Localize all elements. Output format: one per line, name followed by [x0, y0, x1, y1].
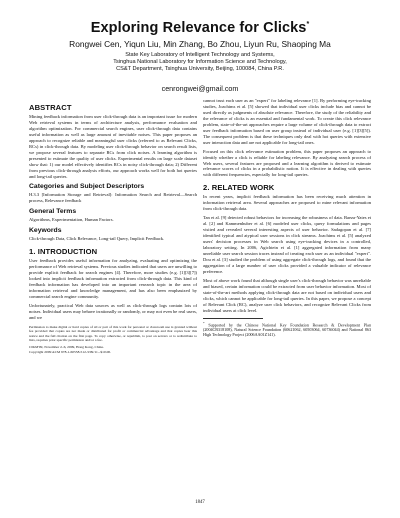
author-email: cenrongwei@gmail.com	[161, 84, 239, 93]
footnote-mark: *	[203, 320, 205, 325]
author-list: Rongwei Cen, Yiqun Liu, Min Zhang, Bo Zhou, Liyun Ru, Shaoping Ma	[69, 39, 331, 49]
copyright-block	[29, 325, 197, 354]
footnote	[203, 321, 371, 338]
affiliation-line-1: State Key Laboratory of Intelligent Technology and Systems,	[125, 52, 275, 58]
paper-title	[0, 20, 400, 36]
keywords-heading: Keywords	[29, 227, 62, 235]
footnote-text: Supported by the Chinese National Key Foundation Research & Development Plan (2004CB318108), Natural Science Foundation (60621062, 60503064, 60736044) and National 863 High Technology Project (2006AA01Z141).	[203, 321, 371, 338]
general-terms-heading: General Terms	[29, 208, 77, 216]
intro-continued-paragraph: cannot trust each user as an "expert" for labeling relevance [1]. By performing eye-tracking studies, Joachims et al. [5] showed that individual user clicks include bias and cannot be used directly as judgments of absolute relevance. Therefore, the study of the reliability and the relevance of clicks is an essential and fundamental work. To create this click relevance problem, state-of-the-art approaches require a large volume of click-through data to extract user feedback information based on user group instead of individual user (e.g. [1][3][5]). The consequent problem is that these techniques only deal with hot queries with extensive user interaction data and are not applicable for long-tail ones.	[203, 98, 371, 145]
intro-approach-paragraph: Focused on this click relevance estimation problem, this paper proposes an approach to identify whether a click is reliable for labeling relevance. By analyzing search process of Web users, several features are proposed and a learning algorithm is derived to estimate relevance scores of clicks in a probabilistic notion. It is effective in dealing with queries with different frequencies, especially for long-tail queries.	[203, 148, 371, 178]
related-work-paragraph-3: Most of above work found that although single user's click-through behavior was unreliable and biased, certain information could be extracted from user behavior information. Most of state-of-the-art methods applying click-through data are not based on individual users and clicks, which cannot be applicable for long-tail queries. In this paper, we propose a concept of Relevant Click (RC), analyze user click behaviors, and recognize Relevant Clicks from individual users at click level.	[203, 277, 371, 313]
general-terms-text: Algorithms, Experimentation, Human Factors.	[29, 217, 114, 223]
related-work-heading: 2. RELATED WORK	[203, 183, 275, 193]
title-text: Exploring Relevance for Clicks	[90, 20, 307, 36]
related-work-paragraph-2: Tan et al. [9] detected robust behaviors for increasing the robustness of data. Baeza-Yates et al. [2] and Kammenhuber et al. [6] modeled user clicks, query formulations and pages visited and revealed several interesting aspects of user behavior. Sadagopan et al. [7] identified typical and atypical user sessions in click streams. Joachims et al. [5] analyzed users' decision processes in Web search using eye-tracking devices in a controlled, laboratory setting. In 2006, Agichtein et al. [1] aggregated information from many unreliable user search session traces instead of treating each user as an individual "expert". Dou et al. [3] studied the problem of using aggregate click-through logs, and found that the aggregation of a large number of user clicks provided a valuable indicator of relevance preference.	[203, 215, 371, 274]
introduction-paragraph-2: Unfortunately, practical Web data sources as well as click-through logs contain lots of noises. Individual users may behave irrationally or randomly, or may not even be real users, and we	[29, 302, 197, 320]
categories-text: H.3.3 [Information Storage and Retrieval]: Information Search and Retrieval—Search process, Relevance feedback	[29, 192, 197, 204]
related-work-paragraph-1: In recent years, implicit feedback information has been receiving much attention in information retrieval area. Several approaches are proposed to mine relevant information from click-through data.	[203, 194, 371, 212]
categories-heading: Categories and Subject Descriptors	[29, 183, 145, 191]
copyright-notice: Copyright 2009 ACM 978-1-60558-512-3/09/11...$10.00.	[29, 349, 112, 354]
affiliation-line-3: CS&T Department, Tsinghua University, Beijing, 100084, China P.R.	[116, 66, 284, 72]
left-column	[29, 98, 197, 357]
copyright-permission: Permission to make digital or hard copies of all or part of this work for personal or classroom use is granted without fee provided that copies are not made or distributed for profit or commercial advantage and that copies bear this notice and the full citation on the first page. To copy otherwise, or republish, to post on servers or to redistribute to lists, requires prior specific permission and/or a fee.	[29, 324, 197, 342]
right-column	[203, 98, 371, 340]
copyright-venue: CIKM'09, November 2–6, 2009, Hong Kong, China.	[29, 345, 104, 350]
abstract-text: Mining feedback information from user click-through data is an important issue for modern Web retrieval systems in terms of architecture analysis, performance evaluation and algorithm optimization. For commercial search engines, user click-through data contains useful information as well as large amount of inevitable noises. This paper proposes an approach to recognize reliable and meaningful user clicks (referred to as Relevant Clicks, RCs) in click-through data. By modeling user click-through behavior on search result lists, we propose several features to separate RCs from click noises. A learning algorithm is presented to estimate the quality of user clicks. Experimental results on large scale dataset show that: 1) our model effectively identifies RCs in noisy click-through data; 2) Different from previous click-through analysis efforts, our approach works well for both hot queries and long-tail queries.	[29, 114, 197, 179]
affiliation-line-2: Tsinghua National Laboratory for Information Science and Technology,	[113, 59, 287, 65]
abstract-heading: ABSTRACT	[29, 103, 72, 112]
keywords-text: Click-through Data, Click Relevance, Long-tail Query, Implicit Feedback.	[29, 236, 165, 242]
page-number: 1847	[195, 500, 205, 505]
introduction-paragraph-1: User feedback provides useful information for analyzing, evaluating and optimizing the performance of Web retrieval systems. Previous studies indicated that users are unwilling to provide explicit feedback for search engines [4]. Therefore, more studies (e.g. [1][3][7]) looked into implicit feedback information extracted from click-through data. This kind of feedback information has developed into an important research topic in the area of information retrieval and knowledge management, and has also been emphasized by commercial search engine community.	[29, 258, 197, 300]
introduction-heading: 1. INTRODUCTION	[29, 247, 98, 257]
footnote-rule	[203, 318, 263, 319]
title-footnote-mark: *	[306, 21, 310, 29]
